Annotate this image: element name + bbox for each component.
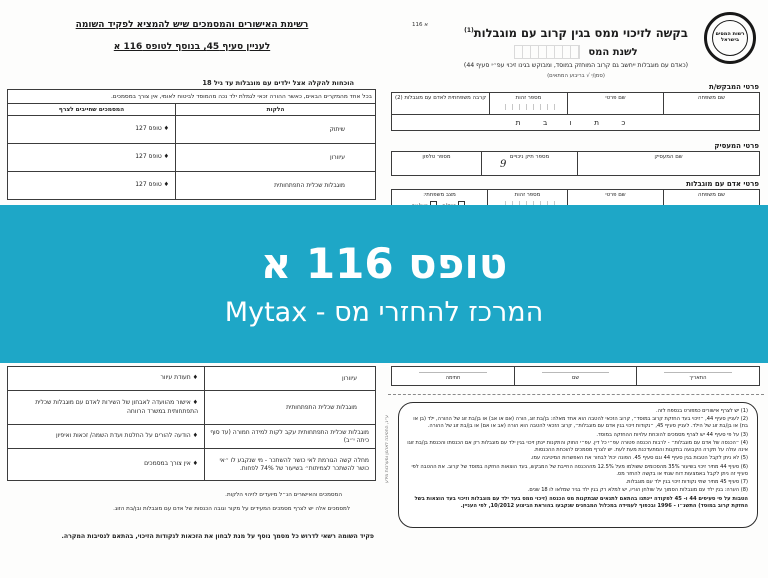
- applicant-table: [391, 92, 760, 131]
- footnote: (5) לא ניתן לקבל הטבות בגין סעיף 44 וגם סעיף 45. הפונה יכול לבחור את האפשרות המיטיבה עמו.: [530, 455, 748, 462]
- form-code: א 116: [412, 22, 428, 28]
- footnotes-summary: הטבות על פי סעיפים 44 ו- 45 לפקודה יינתנו בהתאם לתנאים שבתקנות מס הכנסה (זיכוי ממס בעד ילד עם מוגבלות וזיכוי בעד הוצאות בשל החזקת קרוב במוסד) התשנ״ו - 1996 ובכפוף לעמידה במכלול המבחנים שנקבעו בהוראת הביצוע 10/2012, לפי העניין.: [414, 496, 748, 510]
- footnotes-box: [398, 402, 758, 528]
- docs-title-line1: רשימת האישורים והמסמכים שיש להמציא לפקיד השומה: [75, 20, 309, 30]
- field-label: שם: [571, 375, 580, 381]
- write-line: [542, 372, 610, 373]
- mytax-banner: [0, 205, 768, 363]
- employer-name-field[interactable]: [578, 152, 760, 176]
- applicant-relation-field[interactable]: [392, 93, 490, 115]
- write-line: [419, 372, 487, 373]
- applicant-family-name-field[interactable]: [664, 93, 760, 115]
- applicant-id-field[interactable]: [490, 93, 568, 115]
- tax-year-input[interactable]: [514, 45, 580, 59]
- section-applicant-label: פרטי המבקש/ת: [708, 83, 759, 91]
- signature-field[interactable]: [392, 367, 515, 386]
- footnote: (8) הערה: בגין ילד עם מוגבלות הסמוך על שולחן הוריו, יש למלא רק בגין ילד בגיר שמלאו לו 18 שנים.: [527, 487, 748, 494]
- employer-table: [391, 151, 760, 176]
- docs-title-line2: לעניין סעיף 45, בנוסף לטופס 116 א: [113, 42, 271, 52]
- field-label: שם משפחה: [697, 192, 725, 198]
- documents-table-1: [7, 89, 376, 200]
- footnote: (3) על פי סעיף 44 יש לצרף מסמכים להוכחת עלויות ההחזקה במוסד.: [596, 431, 748, 438]
- docs-footer-bold: פקיד השומה רשאי לדרוש כל מסמך נוסף על מנת לבחון את הזכאות לנקודות הזיכוי, בהתאם לנסיבות המקרה.: [61, 533, 374, 540]
- disability-cell: עיוורון: [176, 144, 376, 172]
- field-label: קרבה משפחתית לאדם עם מוגבלות (2): [394, 95, 487, 101]
- write-line: [664, 372, 732, 373]
- section-disabled-person-label: פרטי אדם עם מוגבלות: [686, 180, 759, 188]
- table-row: [8, 172, 376, 200]
- mark-hint: (סמן/י √ בריבוע המתאים): [547, 73, 605, 79]
- phone-field[interactable]: [392, 152, 482, 176]
- documents-table-2: [7, 366, 376, 481]
- documents-cell: ♦ אישור מהוועדה לאבחון של השירות לאדם עם מוגבלות שכלית התפתחותית במשרד הרווחה: [8, 391, 205, 425]
- table-row: [8, 449, 376, 481]
- documents-cell: ♦ טופס 127: [8, 116, 176, 144]
- footnote: (2) לעניין סעיף 44, ״זיכוי בעד החזקת קרוב במוסד״, קרוב הזכאי להטבה הוא אחד מאלה: בן/בת זוג, הורה (אם או אב) או בן/בת זוג של ההורה, ילד (בן או בת) או בן/בת זוג של הילד. לעניין סעיף 45, ״נקודות זיכוי בגין אדם עם מוגבלות״, קרוב הזכאי להטבה הוא הורה (אב או אם) או בן/בת זוג של ההורה.: [413, 416, 748, 430]
- deductions-file-value: 9: [500, 159, 507, 170]
- tax-year-row: [384, 45, 768, 59]
- print-imprint-vertical-text: ע״נ, החטיבה לארגון ומערכות מידע: [385, 415, 390, 483]
- disability-cell: מוגבלות שכלית התפתחותית: [176, 172, 376, 200]
- field-label: שם פרטי: [605, 95, 626, 101]
- table-row: [8, 144, 376, 172]
- documents-cell: ♦ אין צורך במסמכים: [8, 449, 205, 481]
- documents-cell: ♦ תעודת עיוור: [8, 367, 205, 391]
- documents-cell: ♦ טופס 127: [8, 144, 176, 172]
- tax-authority-logo-text: רשות המסים בישראל: [712, 20, 748, 56]
- footnote: (7) סעיף 45 מתיר שתי נקודות זיכוי בגין ילד עם מוגבלות.: [625, 478, 748, 485]
- field-label: מספר טלפון: [422, 154, 451, 160]
- table-row: [8, 425, 376, 449]
- docs-section-label: הוכחות להקלה אצל ילדים עם מוגבלות עד גיל 18: [202, 79, 354, 87]
- banner-form-number: טופס 116 א: [260, 238, 508, 288]
- section-employer-label: פרטי המעסיק: [714, 142, 759, 150]
- field-label: מצב משפחתי:: [423, 192, 456, 198]
- footnote: (6) סעיף 44 מתיר זיכוי בשיעור 35% מהסכומים ששולמו מעל 12.5% מההכנסה החייבת של המבקש, בעד הוצאות החזקה במוסד של קרוב. את ההטבה לפי סעיף זה ניתן לקבל באמצעות דוח שנתי או בקשה להחזר מס.: [411, 463, 748, 477]
- field-label: התאריך: [689, 375, 707, 381]
- col-header-documents: המסמכים שחייבים לצרף: [8, 104, 176, 116]
- applicant-first-name-field[interactable]: [568, 93, 664, 115]
- table-note: בכל אחד מהמקרים הבאים, כאשר ההורה זכאי לגמלת ילד נכה מהמוסד לביטוח לאומי, אין צורך במסמכים.: [8, 90, 376, 104]
- disability-cell: מוגבלות שכלית התפתחותית: [205, 391, 376, 425]
- documents-cell: ♦ טופס 127: [8, 172, 176, 200]
- digit-boxes: [502, 104, 555, 110]
- col-header-disability: הלקות: [176, 104, 376, 116]
- table-row: [8, 391, 376, 425]
- field-label: שם פרטי: [605, 192, 626, 198]
- table-row: [8, 116, 376, 144]
- address-field[interactable]: כ ת ו ב ת: [392, 115, 760, 131]
- form-subtitle: (כאדם עם מוגבלות ייחשב גם קרוב המוחזק במוסד, ומבוקש בגינו זיכוי עפ״י סעיף 44): [463, 62, 689, 69]
- docs-footer-line1: המסמכים והאישורים הנ״ל מיועדים לזיהוי הלקות.: [225, 492, 342, 498]
- form-title: [384, 26, 768, 40]
- form-title-text: בקשה לזיכוי ממס בגין קרוב עם מוגבלות: [473, 26, 688, 40]
- tax-year-label: לשנת המס: [588, 46, 638, 58]
- disability-cell: עיוורון: [205, 367, 376, 391]
- field-label: מספר תיק ניכויים: [509, 154, 550, 160]
- footnote: (4) ״הכנסה של אדם עם מוגבלות״ - לרבות הכנסה פטורה עפ״י כל דין. עפ״י החוק והתקנות יינתן זיכוי בגין ילד עם מוגבלות רק אם הכנסתו והכנסת בן/בת זוגו אינה עולה על תקרה הקבועה בתקנות והמתעדכנת מעת לעת. יש לצרף מסמכים להוכחת ההכנסות.: [407, 440, 748, 453]
- field-label: מספר זהות: [514, 192, 541, 198]
- disability-cell: שיתוק: [176, 116, 376, 144]
- date-signature-field[interactable]: [637, 367, 760, 386]
- docs-footer-line2: למסמכים אלה יש לצרף מסמכים המעידים על מקור וגובה הכנסות של אדם עם מוגבלות ובן/בת הזוג.: [113, 506, 350, 512]
- field-label: שם משפחה: [697, 95, 725, 101]
- field-label: שם המעסיק: [654, 154, 683, 160]
- field-label: מספר זהות: [515, 95, 542, 101]
- field-label: חתימה: [445, 375, 461, 381]
- deductions-file-field[interactable]: [482, 152, 578, 176]
- disability-cell: מחלה קשה הגורמת לאי כושר להשתכר - מי שנקבע לו ״אי כושר להשתכר לצמיתות״ בשיעור של 74% לפחות.: [205, 449, 376, 481]
- signature-table: [391, 366, 760, 386]
- name-signature-field[interactable]: [515, 367, 637, 386]
- disability-cell: מוגבלות שכלית התפתחותית עקב לקות למידה חמורה (עד סוף כיתה י״ב): [205, 425, 376, 449]
- documents-cell: ♦ הודעה להורים על החלטת ועדת השמה/ זכאות ואיפיון: [8, 425, 205, 449]
- banner-brand-line: המרכז להחזרי מס - Mytax: [224, 296, 544, 328]
- form-title-footnote: (1): [464, 27, 474, 35]
- table-row: [8, 367, 376, 391]
- footnote: (1) יש לצרף אישורים כמפורט בנספח לזה.: [656, 408, 748, 414]
- dashed-divider: [388, 394, 764, 395]
